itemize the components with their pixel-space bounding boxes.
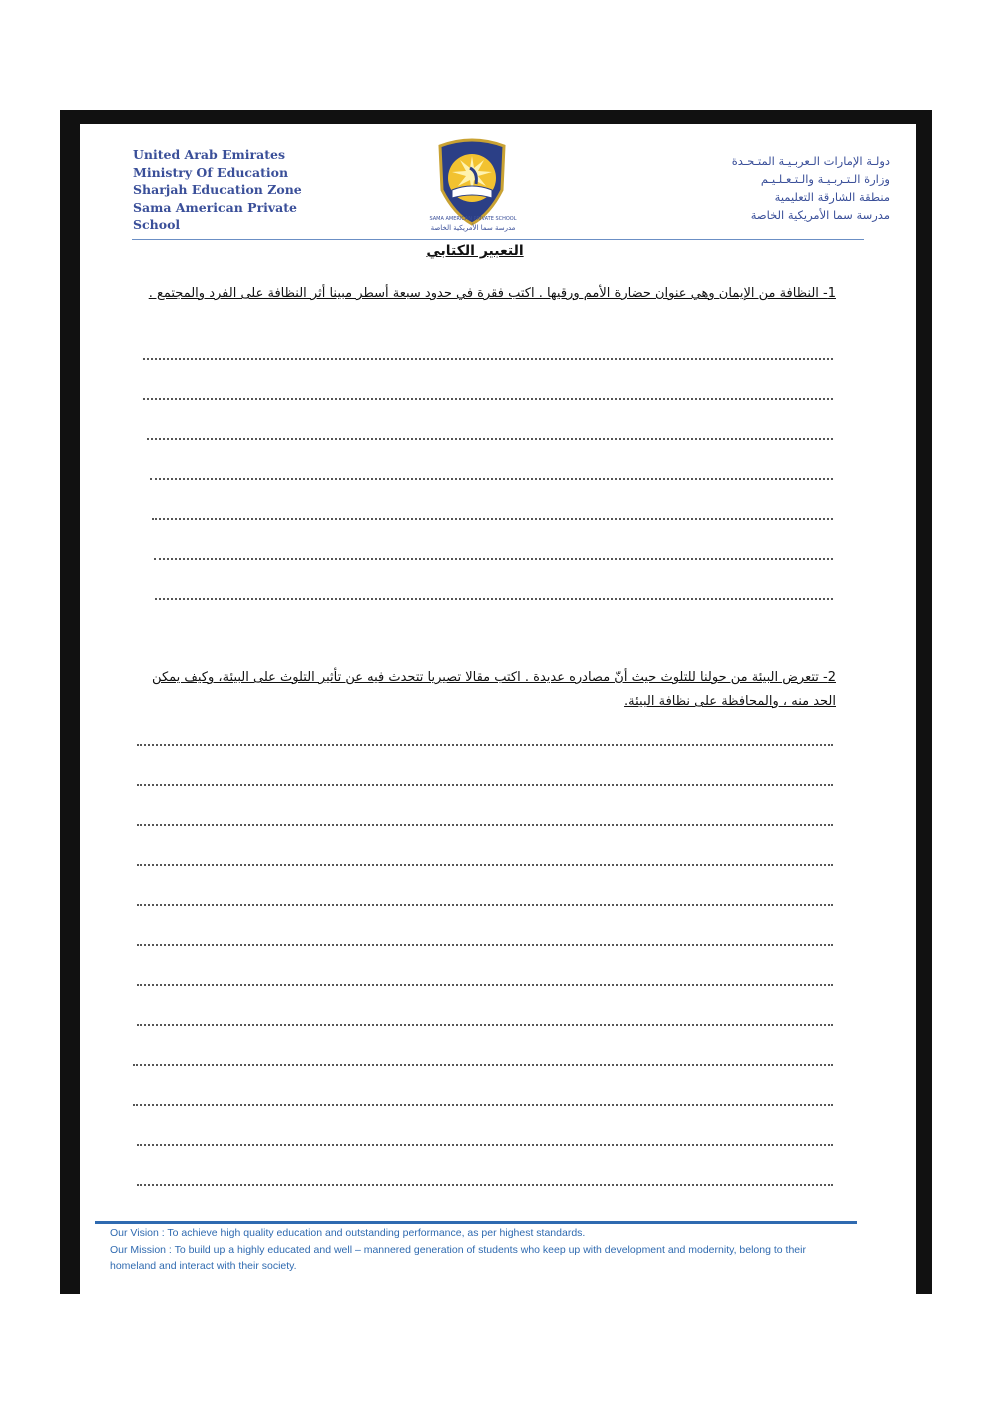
footer-mission: Our Mission : To build up a highly educated and well – mannered generation of students who keep up with development and modernity, belong to their homeland and interact with their society. xyxy=(110,1244,806,1272)
header-divider xyxy=(132,239,864,240)
question-1-prompt: 1- النظافة من الإيمان وهي عنوان حضارة الأمم ورقيها . اكتب فقرة في حدود سبعة أسطر مبينا أثر النظافة على الفرد والمجتمع . xyxy=(148,286,836,301)
header-arabic-line: منطقة الشارقة التعليمية xyxy=(774,190,890,204)
answer-line[interactable] xyxy=(137,864,833,866)
answer-line[interactable] xyxy=(152,518,833,520)
header-english-line: Sharjah Education Zone xyxy=(133,182,302,197)
answer-line[interactable] xyxy=(137,824,833,826)
question-2-prompt: 2- تتعرض البيئة من حولنا للتلوث حيث أنّ مصادره عديدة . اكتب مقالا تصيريا تتحدث فيه عن تأثير التلوث على البيئة، وكيف يمكن الحد منه ، والمحافظة على نظافة البيئة. xyxy=(152,670,836,709)
answer-line[interactable] xyxy=(137,1144,833,1146)
header-english-line: Ministry Of Education xyxy=(133,164,289,180)
answer-line[interactable] xyxy=(143,398,833,400)
header-english-line: School xyxy=(133,217,181,232)
answer-line[interactable] xyxy=(137,984,833,986)
answer-line[interactable] xyxy=(150,478,833,480)
answer-line[interactable] xyxy=(133,1104,833,1106)
header-arabic-line: وزارة الـتـربـيـة والـتـعـلـيـم xyxy=(760,172,890,186)
logo-caption-en: SAMA AMERICAN PRIVATE SCHOOL xyxy=(429,216,517,222)
answer-line[interactable] xyxy=(137,944,833,946)
logo-caption xyxy=(398,215,548,233)
answer-line[interactable] xyxy=(137,744,833,746)
header-english-line: Sama American Private xyxy=(133,199,297,215)
logo-caption-ar: مدرسة سما الأمريكية الخاصة xyxy=(430,224,516,232)
answer-line[interactable] xyxy=(137,904,833,906)
footer-divider xyxy=(95,1221,857,1224)
header-arabic-line: دولـة الإمارات الـعربـيـة المتـحـدة xyxy=(731,154,890,168)
answer-line[interactable] xyxy=(137,784,833,786)
header-arabic-line: مدرسة سما الأمريكية الخاصة xyxy=(750,208,890,222)
answer-line[interactable] xyxy=(147,438,833,440)
answer-line[interactable] xyxy=(155,598,833,600)
answer-line[interactable] xyxy=(154,558,833,560)
answer-line[interactable] xyxy=(133,1064,833,1066)
answer-line[interactable] xyxy=(137,1024,833,1026)
header-english-line: United Arab Emirates xyxy=(133,147,285,162)
page-title: التعبير الكتابي xyxy=(426,243,524,259)
answer-line[interactable] xyxy=(143,358,833,360)
footer-vision: Our Vision : To achieve high quality education and outstanding performance, as per highest standards. xyxy=(110,1227,586,1239)
header-arabic-block xyxy=(640,152,890,224)
header-english-block xyxy=(133,146,333,234)
answer-line[interactable] xyxy=(137,1184,833,1186)
